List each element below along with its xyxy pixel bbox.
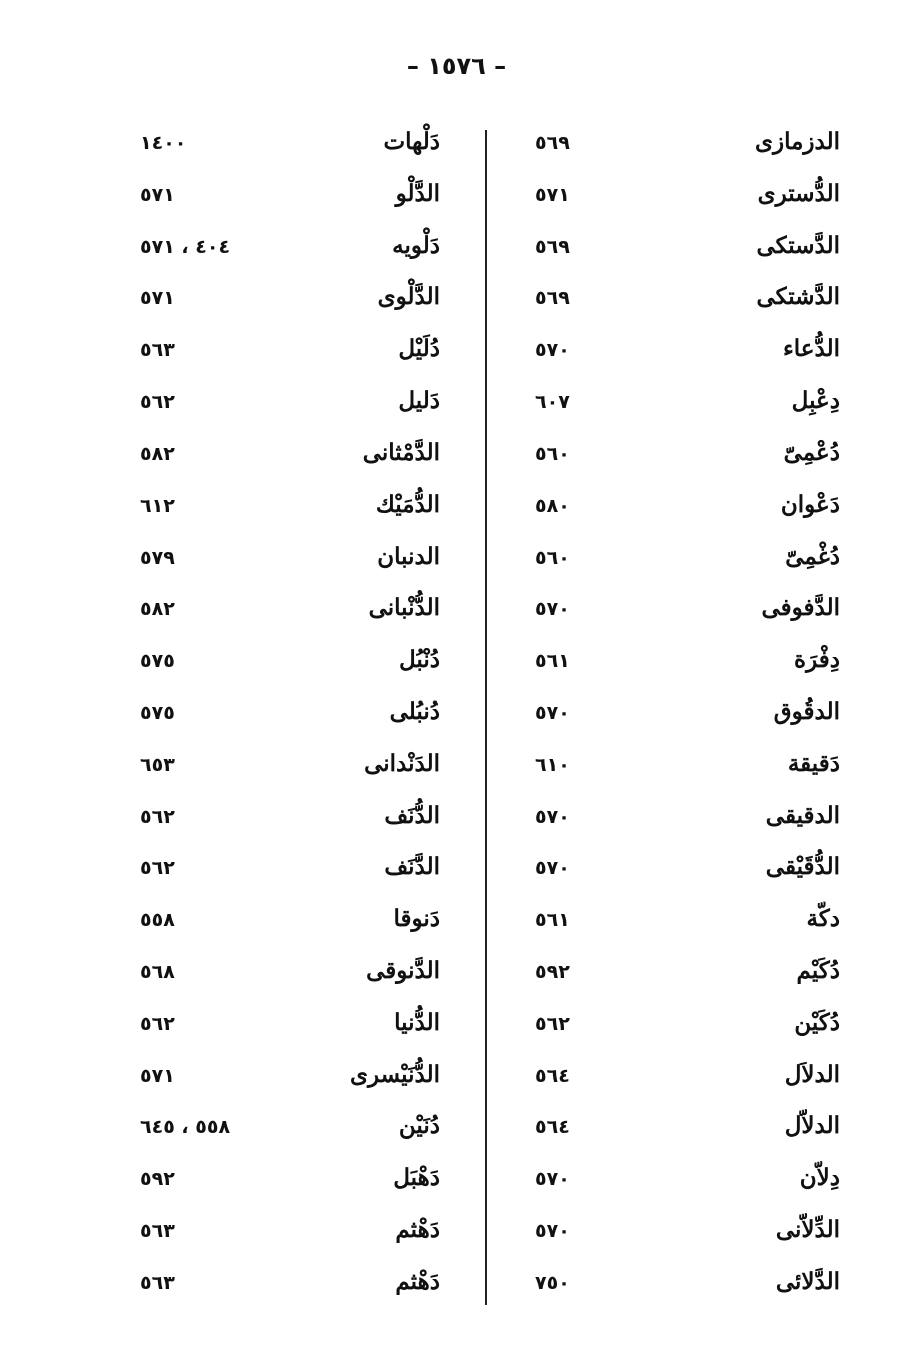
entry-term: دُنَیْن [398, 1112, 440, 1140]
index-entry [140, 283, 440, 323]
entry-page-ref: ٥٦٢ [140, 1012, 175, 1035]
entry-term: الدِّلاّنی [775, 1216, 840, 1244]
entry-page-ref: ٥٦١ [535, 909, 570, 932]
entry-term: الدزمازی [754, 128, 840, 155]
entry-page-ref: ٥٨٢ [140, 598, 175, 621]
index-entry [140, 1061, 440, 1101]
entry-page-ref: ٥٦٢ [535, 1012, 570, 1035]
entry-page-ref: ٤٠٤ ، ٥٧١ [140, 235, 231, 258]
entry-term: دِلاّن [799, 1164, 840, 1192]
entry-page-ref: ٥٧١ [140, 183, 175, 206]
index-entry [140, 802, 440, 842]
entry-page-ref: ٥٧٠ [535, 1168, 570, 1191]
column-divider [485, 130, 487, 1305]
entry-term: دُنْبُل [398, 646, 440, 674]
entry-term: دِعْبِل [791, 387, 840, 415]
entry-page-ref: ١٤٠٠ [140, 132, 187, 154]
index-entry [535, 646, 840, 686]
entry-term: الدقُوق [773, 697, 840, 725]
index-entry [535, 802, 840, 842]
entry-term: دَقیقة [787, 749, 840, 777]
index-entry [535, 335, 840, 375]
index-entry [140, 491, 440, 531]
entry-page-ref: ٥٦٠ [535, 546, 570, 569]
entry-term: دَعْوان [780, 490, 840, 518]
index-entry [535, 1009, 840, 1049]
index-entry [140, 1164, 440, 1204]
index-entry [140, 128, 440, 168]
entry-term: دُغْمِیّ [785, 542, 840, 570]
entry-term: الدَنْدانی [364, 749, 440, 777]
entry-page-ref: ٥٧١ [140, 287, 175, 310]
entry-term: الدَّشتکی [756, 283, 840, 311]
entry-term: الدقیقی [765, 801, 840, 829]
entry-page-ref: ٥٧٠ [535, 857, 570, 880]
entry-term: الدَّمْثانی [362, 438, 440, 466]
entry-term: دُعْمِیّ [783, 438, 840, 466]
index-entry [140, 646, 440, 686]
entry-term: دَنوقا [393, 905, 440, 933]
entry-page-ref: ٥٨٠ [535, 494, 570, 517]
index-entry [535, 180, 840, 220]
index-entry [140, 1268, 440, 1308]
index-entry [140, 1009, 440, 1049]
index-entry [140, 387, 440, 427]
index-entry [535, 594, 840, 634]
index-entry [535, 128, 840, 168]
index-entry [140, 905, 440, 945]
entry-page-ref: ٥٦٩ [535, 287, 570, 310]
index-entry [140, 543, 440, 583]
entry-term: الدُّمَیْك [375, 490, 440, 518]
entry-page-ref: ٥٩٢ [140, 1168, 175, 1191]
entry-page-ref: ٥٥٨ [140, 909, 175, 932]
entry-page-ref: ٦٥٣ [140, 753, 175, 776]
index-entry [535, 698, 840, 738]
index-entry [140, 1216, 440, 1256]
entry-term: الدَّلْوی [377, 283, 440, 311]
index-entry [140, 180, 440, 220]
entry-term: الدُّنیا [394, 1008, 440, 1036]
entry-term: دَهْثم [395, 1267, 440, 1295]
entry-term: دُکَیْن [794, 1008, 840, 1036]
index-entry [535, 1216, 840, 1256]
entry-page-ref: ٥٦٢ [140, 805, 175, 828]
entry-page-ref: ٥٦٢ [140, 391, 175, 414]
entry-page-ref: ٥٧٥ [140, 650, 175, 673]
entry-page-ref: ٥٧٩ [140, 546, 175, 569]
entry-page-ref: ٥٩٢ [535, 961, 570, 983]
index-entry [140, 853, 440, 893]
entry-term: دَلْویه [392, 231, 440, 259]
entry-term: الدُّنْبانی [368, 594, 440, 622]
index-entry [535, 1061, 840, 1101]
entry-page-ref: ٥٦١ [535, 650, 570, 673]
index-entry [535, 750, 840, 790]
index-entry [140, 698, 440, 738]
entry-term: الدُّقَیْقی [765, 853, 840, 881]
index-entry [535, 905, 840, 945]
entry-term: الدلاّل [784, 1112, 840, 1140]
index-column-left [140, 128, 440, 1308]
entry-page-ref: ٧٥٠ [535, 1271, 570, 1294]
index-entry [535, 1164, 840, 1204]
entry-term: دِفْرَة [794, 646, 840, 674]
entry-page-ref: ٥٦٤ [535, 1116, 570, 1139]
index-entry [535, 543, 840, 583]
entry-term: دکّة [806, 905, 840, 933]
index-entry [535, 232, 840, 272]
entry-term: الدَّستکی [756, 231, 840, 259]
index-entry [535, 491, 840, 531]
entry-page-ref: ٥٦٣ [140, 1220, 175, 1243]
entry-term: الدُّعاء [782, 335, 840, 363]
entry-page-ref: ٥٦٩ [535, 235, 570, 258]
index-entry [535, 853, 840, 893]
index-column-right [535, 128, 840, 1308]
entry-term: دُنبُلی [389, 697, 440, 725]
entry-page-ref: ٥٧٠ [535, 598, 570, 621]
page-number: – ١٥٧٦ – [406, 52, 507, 80]
entry-term: الدَّنَف [384, 853, 440, 881]
entry-page-ref: ٥٨٢ [140, 442, 175, 465]
entry-page-ref: ٥٦٢ [140, 857, 175, 880]
entry-page-ref: ٥٧٠ [535, 701, 570, 724]
entry-term: الدلاَل [784, 1060, 840, 1088]
entry-page-ref: ٥٧١ [535, 183, 570, 206]
entry-page-ref: ٥٧١ [140, 1064, 175, 1087]
entry-page-ref: ٥٦٨ [140, 961, 175, 983]
entry-term: دَهْبَل [393, 1164, 440, 1192]
entry-term: الدُّنَف [384, 801, 440, 829]
entry-page-ref: ٥٥٨ ، ٦٤٥ [140, 1116, 231, 1139]
entry-page-ref: ٥٧٠ [535, 805, 570, 828]
entry-term: الدنبان [377, 542, 440, 570]
entry-page-ref: ٥٧٠ [535, 1220, 570, 1243]
entry-term: دُکَیْم [796, 957, 840, 984]
entry-page-ref: ٦١٢ [140, 494, 175, 517]
index-entry [535, 1268, 840, 1308]
index-entry [140, 439, 440, 479]
index-entry [140, 335, 440, 375]
entry-page-ref: ٥٧٠ [535, 339, 570, 362]
entry-page-ref: ٥٦٣ [140, 339, 175, 362]
entry-page-ref: ٥٧٥ [140, 701, 175, 724]
entry-page-ref: ٥٦٩ [535, 132, 570, 154]
entry-term: الدَّنوقی [366, 957, 440, 984]
entry-term: دَهْثم [395, 1216, 440, 1244]
index-entry [140, 957, 440, 997]
index-entry [140, 1112, 440, 1152]
entry-page-ref: ٦١٠ [535, 753, 570, 776]
entry-page-ref: ٥٦٤ [535, 1064, 570, 1087]
index-entry [535, 387, 840, 427]
entry-term: دَلیل [398, 387, 440, 415]
index-entry [140, 232, 440, 272]
index-entry [535, 439, 840, 479]
entry-term: الدُّستری [757, 179, 840, 207]
index-entry [535, 283, 840, 323]
entry-page-ref: ٦٠٧ [535, 391, 570, 414]
index-entry [535, 1112, 840, 1152]
entry-term: دُلَیْل [398, 335, 440, 363]
entry-term: الدَّلائی [775, 1267, 840, 1295]
index-entry [535, 957, 840, 997]
entry-term: الدَّلْو [395, 179, 440, 207]
index-entry [140, 594, 440, 634]
index-entry [140, 750, 440, 790]
entry-term: دَلْهات [383, 128, 440, 155]
entry-page-ref: ٥٦٠ [535, 442, 570, 465]
entry-page-ref: ٥٦٣ [140, 1271, 175, 1294]
entry-term: الدُّنَیْسری [349, 1060, 440, 1088]
entry-term: الدَّفوفی [761, 594, 840, 622]
